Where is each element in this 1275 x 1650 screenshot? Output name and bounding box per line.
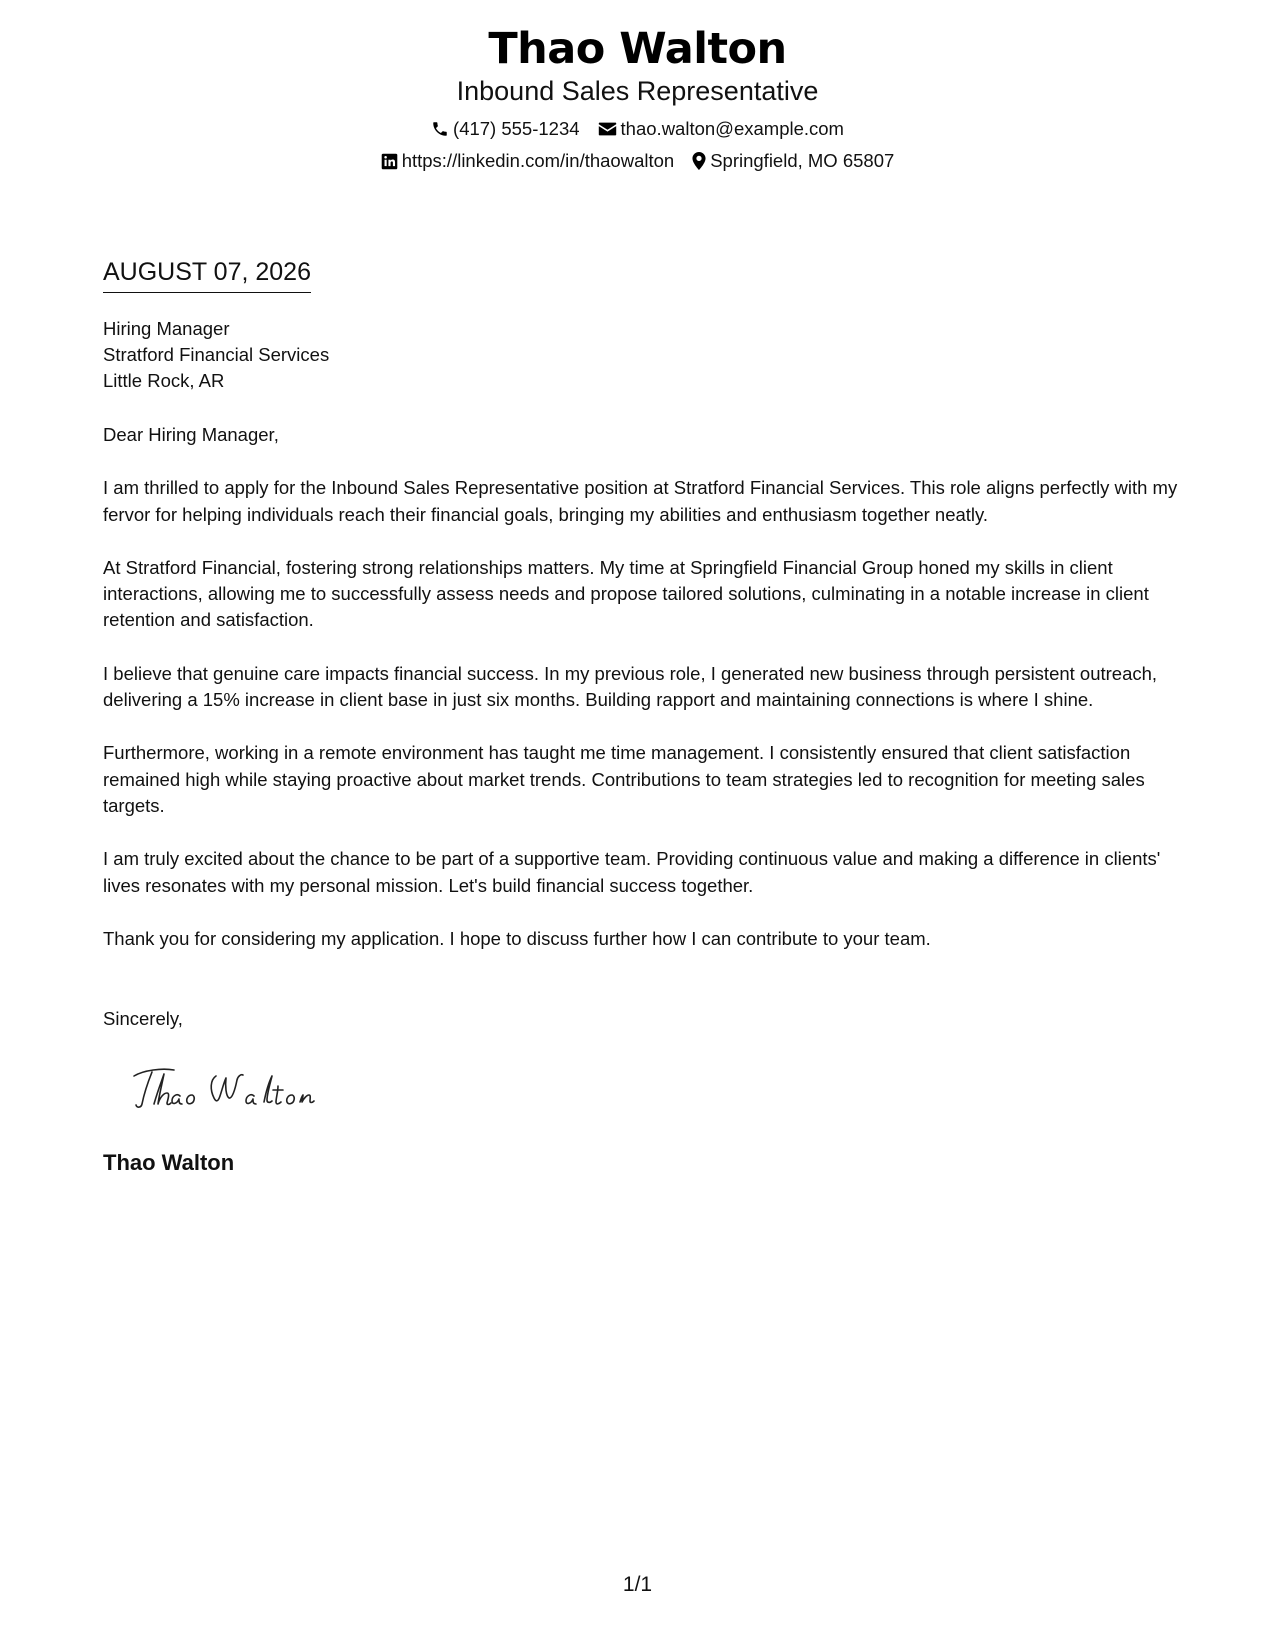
applicant-name: Thao Walton	[488, 24, 787, 74]
recipient-company: Stratford Financial Services	[103, 344, 330, 365]
body-paragraph: I am thrilled to apply for the Inbound Sales Representative position at Stratford Financial Services. This role aligns perfectly with my fervor for helping individuals reach their financial goals, bringing my abilities and enthusiasm together neatly.	[103, 477, 1178, 525]
body-paragraph: At Stratford Financial, fostering strong relationships matters. My time at Springfield Financial Group honed my skills in client interactions, allowing me to successfully assess needs and propose tailored solutions, culminating in a notable increase in client retention and satisfaction.	[103, 556, 1149, 631]
typed-name: Thao Walton	[103, 1150, 235, 1175]
salutation: Dear Hiring Manager,	[103, 424, 279, 445]
map-pin-icon	[692, 152, 706, 170]
body-paragraph: I am truly excited about the chance to be part of a supportive team. Providing continuous value and making a difference in clients' lives resonates with my personal mission. Let's build financial success together.	[103, 848, 1161, 896]
contact-location	[692, 150, 894, 172]
phone-icon	[431, 120, 449, 138]
letter-header	[0, 22, 1275, 172]
closing: Sincerely,	[103, 1008, 183, 1029]
letter-date: AUGUST 07, 2026	[103, 257, 311, 293]
recipient-name: Hiring Manager	[103, 318, 230, 339]
linkedin-url[interactable]: https://linkedin.com/in/thaowalton	[401, 150, 675, 171]
body-paragraph: Thank you for considering my application. I hope to discuss further how I can contribute to your team.	[103, 927, 931, 949]
page-number: 1/1	[622, 1573, 653, 1596]
linkedin-icon	[381, 153, 398, 170]
email-address[interactable]: thao.walton@example.com	[620, 118, 844, 139]
applicant-title: Inbound Sales Representative	[456, 76, 819, 106]
date-block	[103, 257, 311, 293]
letter-body	[103, 422, 1183, 979]
body-paragraph: Furthermore, working in a remote environment has taught me time management. I consistently ensured that client satisfaction remained high while staying proactive about market trends. Contributions to team strategies led to recognition for meeting sales targets.	[103, 742, 1145, 816]
contact-row-primary	[0, 118, 1275, 140]
recipient-location: Little Rock, AR	[103, 370, 225, 391]
phone-number: (417) 555-1234	[453, 118, 580, 139]
contact-linkedin[interactable]	[381, 150, 675, 172]
recipient-address	[103, 316, 329, 394]
location-text: Springfield, MO 65807	[710, 150, 895, 171]
body-paragraph: I believe that genuine care impacts financial success. In my previous role, I generated new business through persistent outreach, delivering a 15% increase in client base in just six months. Building rapport and maintaining connections is where I shine.	[103, 662, 1158, 711]
handwritten-signature	[130, 1058, 350, 1116]
contact-email[interactable]	[598, 118, 844, 140]
contact-phone	[431, 118, 580, 140]
contact-row-secondary	[0, 150, 1275, 172]
envelope-icon	[598, 121, 617, 137]
